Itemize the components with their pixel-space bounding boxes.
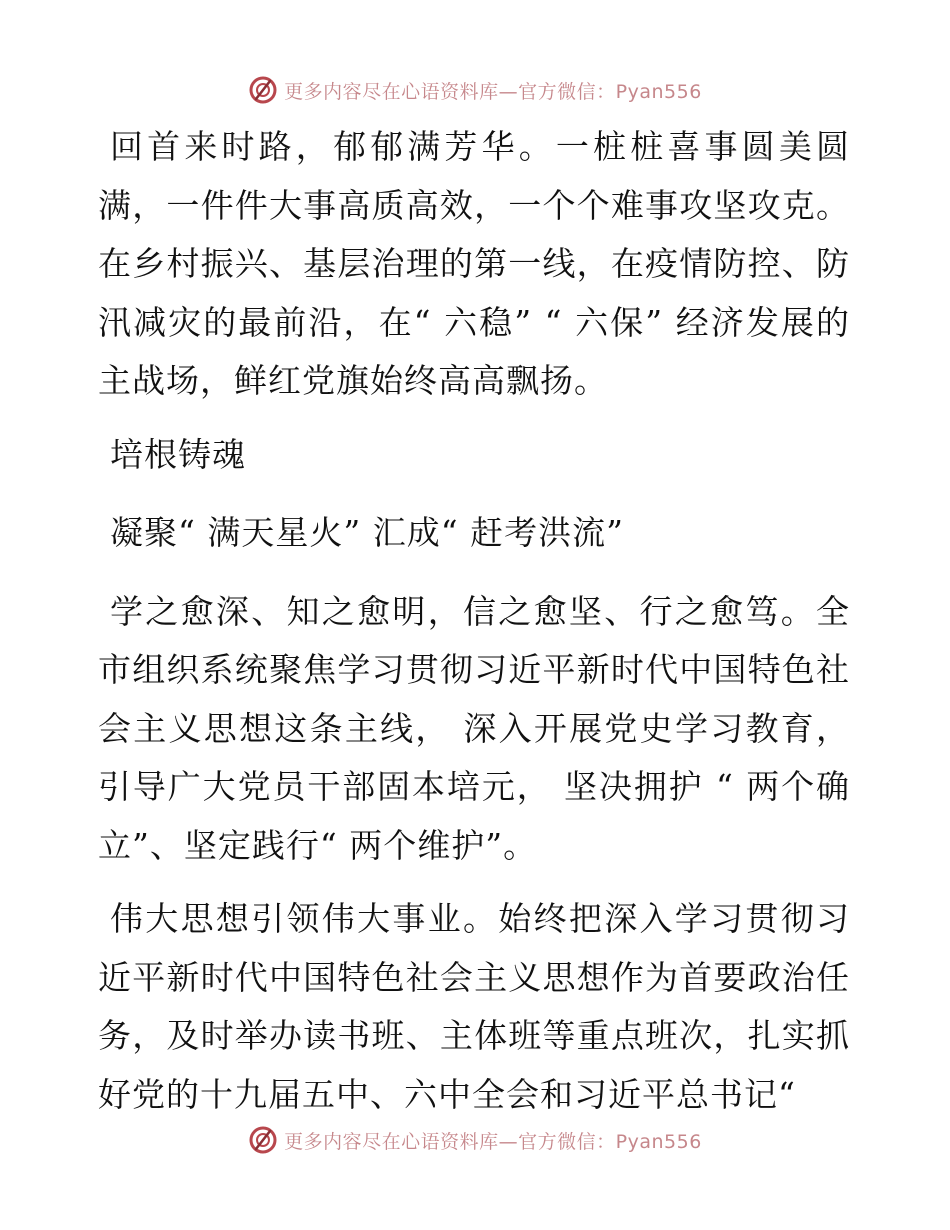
watermark-text: 更多内容尽在心语资料库—官方微信：Pyan556: [284, 80, 702, 103]
paragraph-intro: 回首来时路，郁郁满芳华。一桩桩喜事圆美圆满，一件件大事高质高效，一个个难事攻坚攻克。在乡村振兴、基层治理的第一线，在疫情防控、防汛减灾的最前沿，在“ 六稳” “ 六保” 经济发展的主战场，鲜红党旗始终高高飘扬。: [98, 127, 850, 400]
red-ring-logo-icon: [248, 75, 278, 105]
paragraph-thought: 伟大思想引领伟大事业。始终把深入学习贯彻习近平新时代中国特色社会主义思想作为首要政治任务，及时举办读书班、主体班等重点班次，扎实抓好党的十九届五中、六中全会和习近平总书记“: [98, 899, 850, 1114]
header-watermark: [0, 70, 950, 110]
section-heading: 培根铸魂: [110, 434, 246, 474]
red-ring-logo-icon: [248, 1125, 278, 1155]
footer-watermark: [0, 1120, 950, 1160]
section-subheading: 凝聚“ 满天星火” 汇成“ 赶考洪流”: [110, 513, 624, 552]
document-body: [98, 118, 850, 1139]
paragraph-study: 学之愈深、知之愈明，信之愈坚、行之愈笃。全市组织系统聚焦学习贯彻习近平新时代中国特色社会主义思想这条主线， 深入开展党史学习教育，引导广大党员干部固本培元， 坚决拥护 “ 两个确立”、坚定践行“ 两个维护”。: [98, 591, 850, 865]
watermark-text: 更多内容尽在心语资料库—官方微信：Pyan556: [284, 1130, 702, 1153]
